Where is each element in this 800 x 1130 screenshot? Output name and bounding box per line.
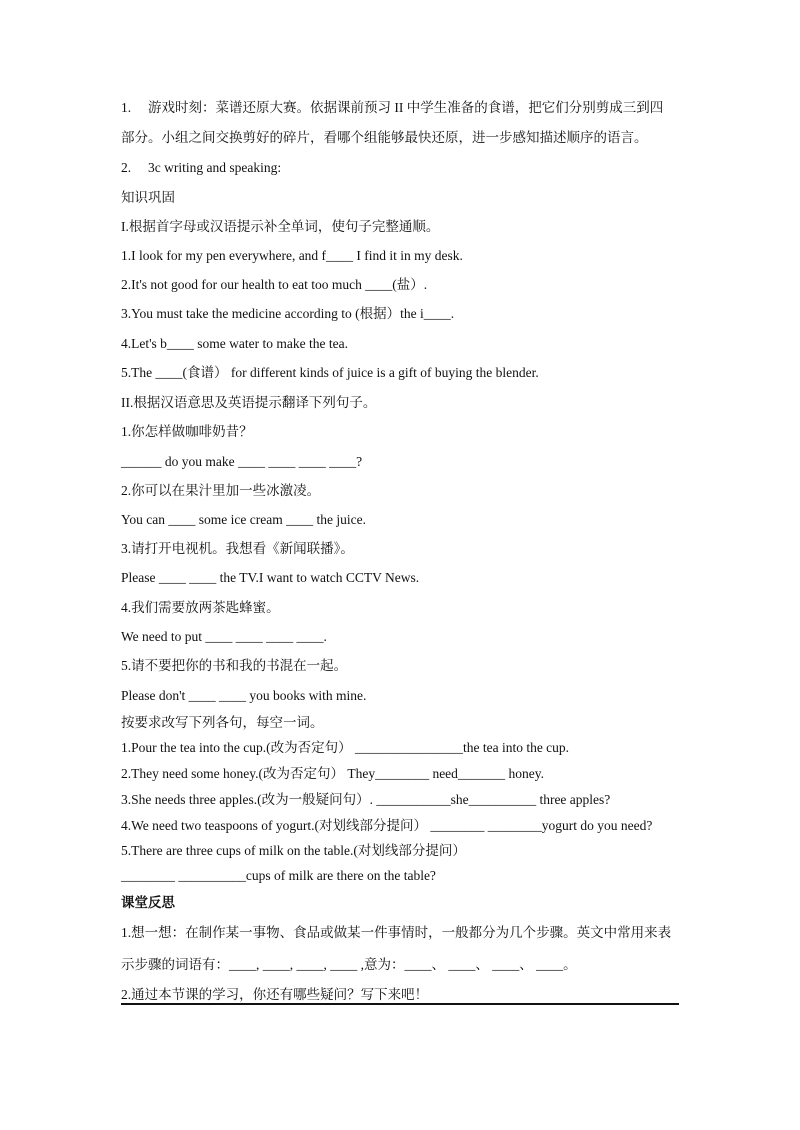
rewrite-answer-5: ________ __________cups of milk are there on the table? (121, 868, 436, 883)
rewrite-question-5: 5.There are three cups of milk on the table.(对划线部分提问） (121, 843, 466, 858)
translation-answer-5: Please don't ____ ____ you books with mine. (121, 688, 367, 703)
rewrite-instructions: 按要求改写下列各句，每空一词。 (121, 715, 324, 730)
translation-answer-4: We need to put ____ ____ ____ ____. (121, 629, 327, 644)
reflection-question-1-line-1: 1.想一想：在制作某一事物、食品或做某一件事情时，一般都分为几个步骤。英文中常用来表 (121, 925, 672, 940)
rewrite-question-4: 4.We need two teaspoons of yogurt.(对划线部分提问） ________ ________yogurt do you need? (121, 818, 653, 833)
reflection-question-2: 2.通过本节课的学习，你还有哪些疑问？写下来吧！ (121, 987, 429, 1002)
part-one-question-5: 5.The ____(食谱） for different kinds of juice is a gift of buying the blender. (121, 365, 539, 380)
rewrite-question-3: 3.She needs three apples.(改为一般疑问句）. ___________she__________ three apples? (121, 792, 611, 807)
part-one-question-1: 1.I look for my pen everywhere, and f____ I find it in my desk. (121, 248, 463, 263)
part-two-instructions: II.根据汉语意思及英语提示翻译下列句子。 (121, 395, 377, 410)
game-activity-line-2: 部分。小组之间交换剪好的碎片，看哪个组能够最快还原，进一步感知描述顺序的语言。 (121, 130, 648, 145)
translation-answer-1: ______ do you make ____ ____ ____ ____? (121, 454, 363, 469)
rewrite-question-2: 2.They need some honey.(改为否定句） They________ need_______ honey. (121, 766, 545, 781)
writing-speaking-text: 3c writing and speaking: (148, 160, 282, 175)
translation-answer-2: You can ____ some ice cream ____ the juice. (121, 512, 366, 527)
list-number: 1. (121, 100, 132, 115)
translation-answer-3: Please ____ ____ the TV.I want to watch CCTV News. (121, 570, 420, 585)
translation-prompt-3: 3.请打开电视机。我想看《新闻联播》。 (121, 541, 354, 556)
reflection-question-1-line-2: 示步骤的词语有：____, ____, ____, ____ ,意为：____、 ____、 ____、 ____。 (121, 957, 577, 972)
section-heading-knowledge: 知识巩固 (121, 190, 175, 205)
part-one-question-4: 4.Let's b____ some water to make the tea. (121, 336, 348, 351)
part-one-question-2: 2.It's not good for our health to eat too much ____(盐）. (121, 277, 428, 292)
translation-prompt-2: 2.你可以在果汁里加一些冰激凌。 (121, 483, 321, 498)
rewrite-question-1: 1.Pour the tea into the cup.(改为否定句） ________________the tea into the cup. (121, 740, 570, 755)
list-number: 2. (121, 160, 132, 175)
answer-underline (121, 1003, 679, 1005)
translation-prompt-1: 1.你怎样做咖啡奶昔？ (121, 424, 253, 439)
writing-speaking-line (121, 160, 281, 176)
game-activity-text: 游戏时刻：菜谱还原大赛。依据课前预习 II 中学生准备的食谱，把它们分别剪成三到四 (148, 100, 664, 115)
section-heading-reflection: 课堂反思 (121, 895, 175, 910)
part-one-question-3: 3.You must take the medicine according to (根据）the i____. (121, 306, 455, 321)
part-one-instructions: I.根据首字母或汉语提示补全单词，使句子完整通顺。 (121, 219, 440, 234)
translation-prompt-4: 4.我们需要放两茶匙蜂蜜。 (121, 600, 280, 615)
translation-prompt-5: 5.请不要把你的书和我的书混在一起。 (121, 658, 348, 673)
game-activity-line-1 (121, 100, 663, 116)
